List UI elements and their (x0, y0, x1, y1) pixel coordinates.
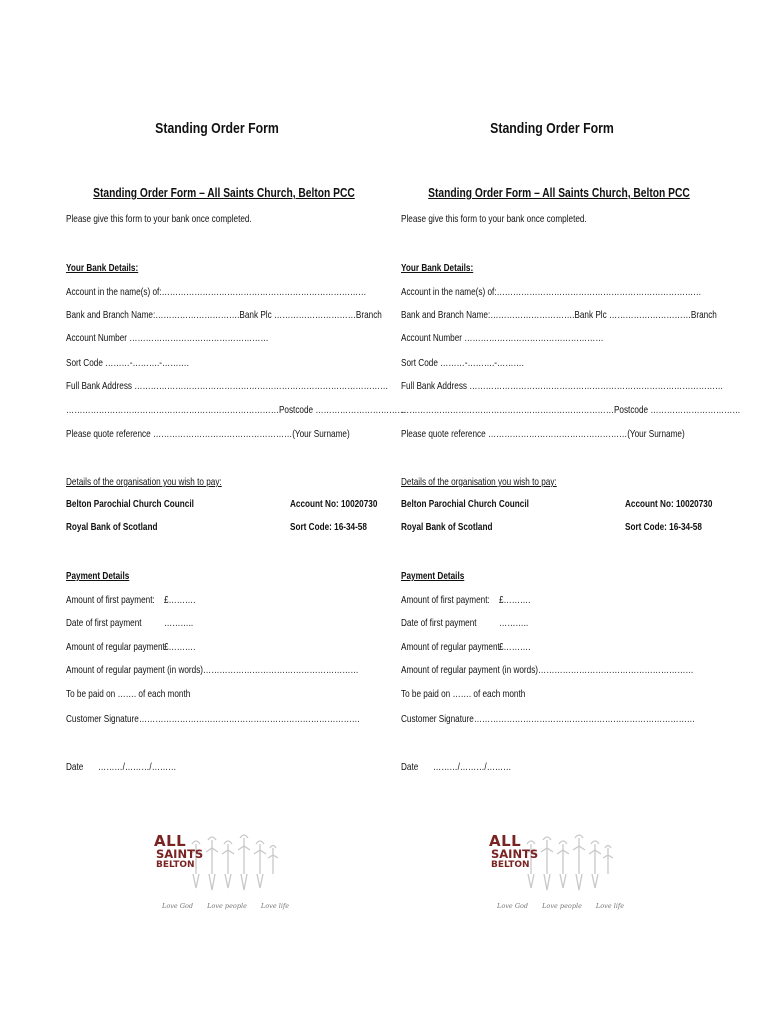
form-title: Standing Order Form – All Saints Church, Belton PCC (428, 186, 690, 200)
first-amount-field[interactable]: £………. (499, 594, 531, 606)
reference-field[interactable]: Please quote reference ……………………………………………(Your Surname) (66, 428, 350, 440)
bank-branch-field[interactable]: Bank and Branch Name:………………………….Bank Plc …………………………Branch (401, 309, 717, 321)
signature-field[interactable]: Customer Signature……………………………………………………………………… (401, 713, 695, 725)
church-logo (154, 828, 290, 914)
regular-words-field[interactable]: Amount of regular payment (in words)………………………………………………… (66, 664, 359, 676)
payment-heading: Payment Details (66, 570, 130, 582)
page-title: Standing Order Form (490, 120, 614, 137)
form-left (66, 0, 406, 1024)
form-right (401, 0, 741, 1024)
account-number-field[interactable]: Account Number …………………………………………… (401, 332, 604, 344)
postcode-field[interactable]: ……………………………………………………………………Postcode …………………………… (401, 404, 741, 416)
account-number-field[interactable]: Account Number …………………………………………… (66, 332, 269, 344)
regular-amount-field[interactable]: £………. (499, 641, 531, 653)
form-title: Standing Order Form – All Saints Church, Belton PCC (93, 186, 355, 200)
full-bank-address-field[interactable]: Full Bank Address ………………………………………………………………………………… (66, 380, 389, 392)
sort-code-value: Sort Code: 16-34-58 (290, 521, 367, 533)
logo-tagline: Love God Love people Love life (497, 902, 625, 910)
first-date-field[interactable]: ……….. (164, 617, 194, 629)
first-date-field[interactable]: ……….. (499, 617, 529, 629)
first-amount-label: Amount of first payment: (401, 594, 490, 606)
paid-on-field[interactable]: To be paid on ……. of each month (401, 688, 526, 700)
regular-amount-field[interactable]: £………. (164, 641, 196, 653)
account-no-value: Account No: 10020730 (625, 498, 713, 510)
regular-amount-label: Amount of regular payment (401, 641, 500, 653)
org-name: Belton Parochial Church Council (66, 498, 194, 510)
date-field[interactable]: ………/………/……… (98, 761, 177, 773)
first-date-label: Date of first payment (66, 617, 142, 629)
account-names-field[interactable]: Account in the name(s) of:………………………………………………………………… (401, 286, 702, 298)
org-name: Belton Parochial Church Council (401, 498, 529, 510)
date-label: Date (66, 761, 84, 773)
sort-code-value: Sort Code: 16-34-58 (625, 521, 702, 533)
intro-text: Please give this form to your bank once completed. (66, 213, 252, 225)
bank-details-heading: Your Bank Details: (66, 262, 139, 274)
first-amount-label: Amount of first payment: (66, 594, 155, 606)
postcode-field[interactable]: ……………………………………………………………………Postcode …………………………… (66, 404, 406, 416)
intro-text: Please give this form to your bank once completed. (401, 213, 587, 225)
bank-details-heading: Your Bank Details: (401, 262, 474, 274)
regular-amount-label: Amount of regular payment (66, 641, 165, 653)
org-heading: Details of the organisation you wish to pay: (401, 476, 557, 488)
org-heading: Details of the organisation you wish to pay: (66, 476, 222, 488)
bank-branch-field[interactable]: Bank and Branch Name:………………………….Bank Plc …………………………Branch (66, 309, 382, 321)
bank-name: Royal Bank of Scotland (401, 521, 493, 533)
date-field[interactable]: ………/………/……… (433, 761, 512, 773)
full-bank-address-field[interactable]: Full Bank Address ………………………………………………………………………………… (401, 380, 724, 392)
church-logo (489, 828, 625, 914)
first-amount-field[interactable]: £………. (164, 594, 196, 606)
sort-code-field[interactable]: Sort Code ………-……….-………. (401, 357, 524, 369)
reference-field[interactable]: Please quote reference ……………………………………………(Your Surname) (401, 428, 685, 440)
regular-words-field[interactable]: Amount of regular payment (in words)………………………………………………… (401, 664, 694, 676)
account-no-value: Account No: 10020730 (290, 498, 378, 510)
payment-heading: Payment Details (401, 570, 465, 582)
sort-code-field[interactable]: Sort Code ………-……….-………. (66, 357, 189, 369)
logo-tagline: Love God Love people Love life (162, 902, 290, 910)
paid-on-field[interactable]: To be paid on ……. of each month (66, 688, 191, 700)
first-date-label: Date of first payment (401, 617, 477, 629)
signature-field[interactable]: Customer Signature……………………………………………………………………… (66, 713, 360, 725)
page-title: Standing Order Form (155, 120, 279, 137)
logo-wordmark: ALL SAINTS BELTON (154, 832, 204, 871)
account-names-field[interactable]: Account in the name(s) of:………………………………………………………………… (66, 286, 367, 298)
logo-wordmark: ALL SAINTS BELTON (489, 832, 539, 871)
bank-name: Royal Bank of Scotland (66, 521, 158, 533)
date-label: Date (401, 761, 419, 773)
